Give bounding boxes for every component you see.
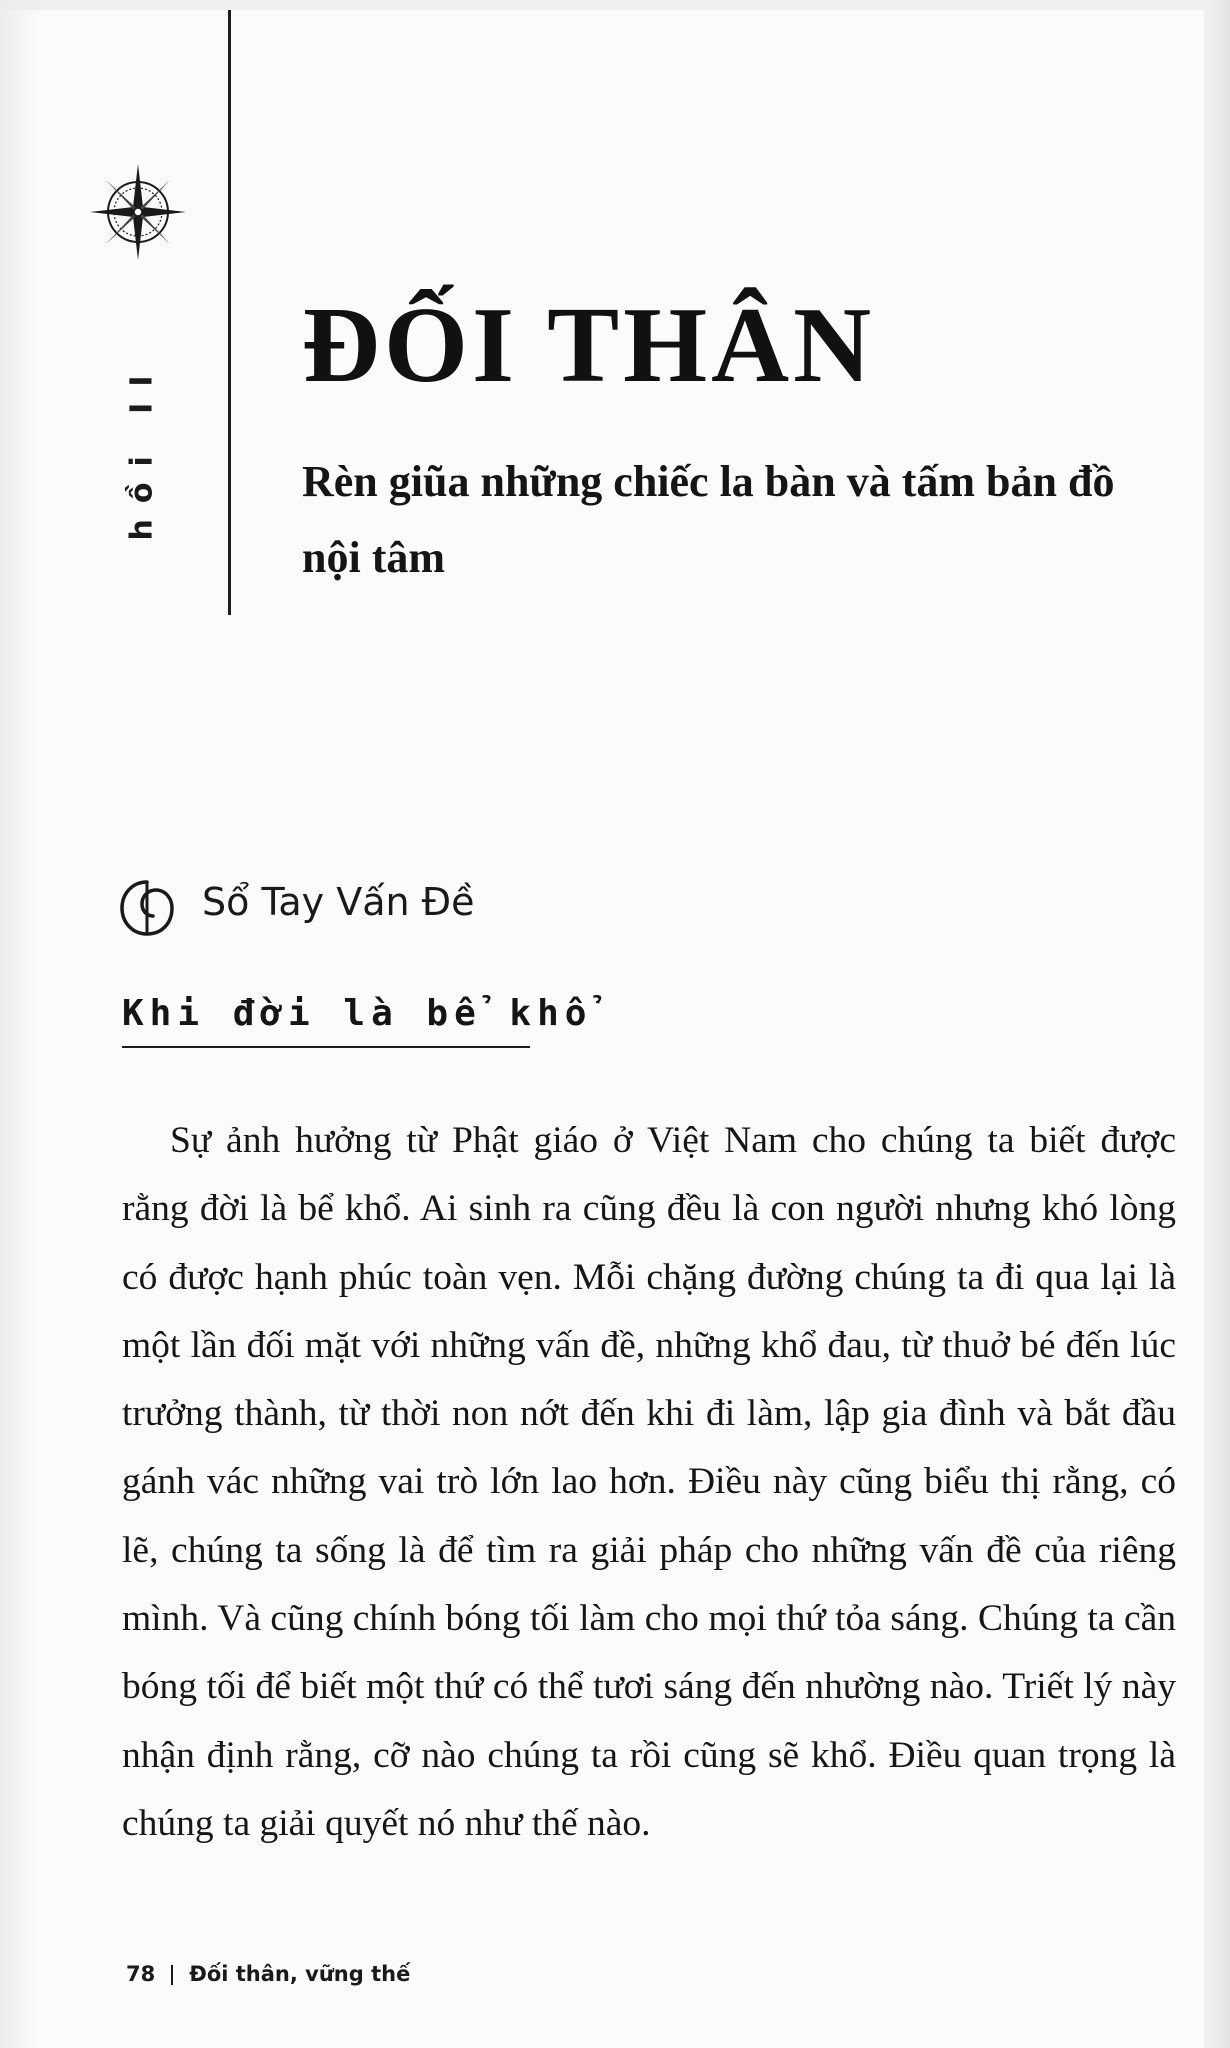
chapter-label-text: hồi II <box>124 359 160 541</box>
page-edge <box>1204 0 1230 2048</box>
page-number: 78 <box>126 1962 156 1986</box>
vertical-divider <box>228 10 231 615</box>
compass-rose-icon <box>88 162 188 262</box>
running-title: Đối thân, vững thế <box>189 1962 411 1986</box>
spiral-note-icon <box>118 878 176 938</box>
chapter-subtitle: Rèn giũa những chiếc la bàn và tấm bản đồ nội tâm <box>302 457 1115 582</box>
page-footer <box>126 1962 410 1986</box>
top-edge <box>0 0 1230 10</box>
chapter-title: ĐỐI THÂN <box>302 286 876 405</box>
binding-shadow <box>0 0 40 2048</box>
heading-underline <box>122 1046 530 1048</box>
body-paragraph: Sự ảnh hưởng từ Phật giáo ở Việt Nam cho chúng ta biết được rằng đời là bể khổ. Ai sinh ra cũng đều là con người nhưng khó lòng có được hạnh phúc toàn vẹn. Mỗi chặng đường chúng ta đi qua lại là một lần đối mặt với những vấn đề, những khổ đau, từ thuở bé đến lúc trưởng thành, từ thời non nớt đến khi đi làm, lập gia đình và bắt đầu gánh vác những vai trò lớn lao hơn. Điều này cũng biểu thị rằng, có lẽ, chúng ta sống là để tìm ra giải pháp cho những vấn đề của riêng mình. Và cũng chính bóng tối làm cho mọi thứ tỏa sáng. Chúng ta cần bóng tối để biết một thứ có thể tươi sáng đến nhường nào. Triết lý này nhận định rằng, cỡ nào chúng ta rồi cũng sẽ khổ. Điều quan trọng là chúng ta giải quyết nó như thế nào. <box>122 1120 1176 1844</box>
section-heading: Khi đời là bể khổ <box>122 993 593 1034</box>
footer-separator <box>171 1965 173 1985</box>
section-label: Sổ Tay Vấn Đề <box>202 880 475 924</box>
